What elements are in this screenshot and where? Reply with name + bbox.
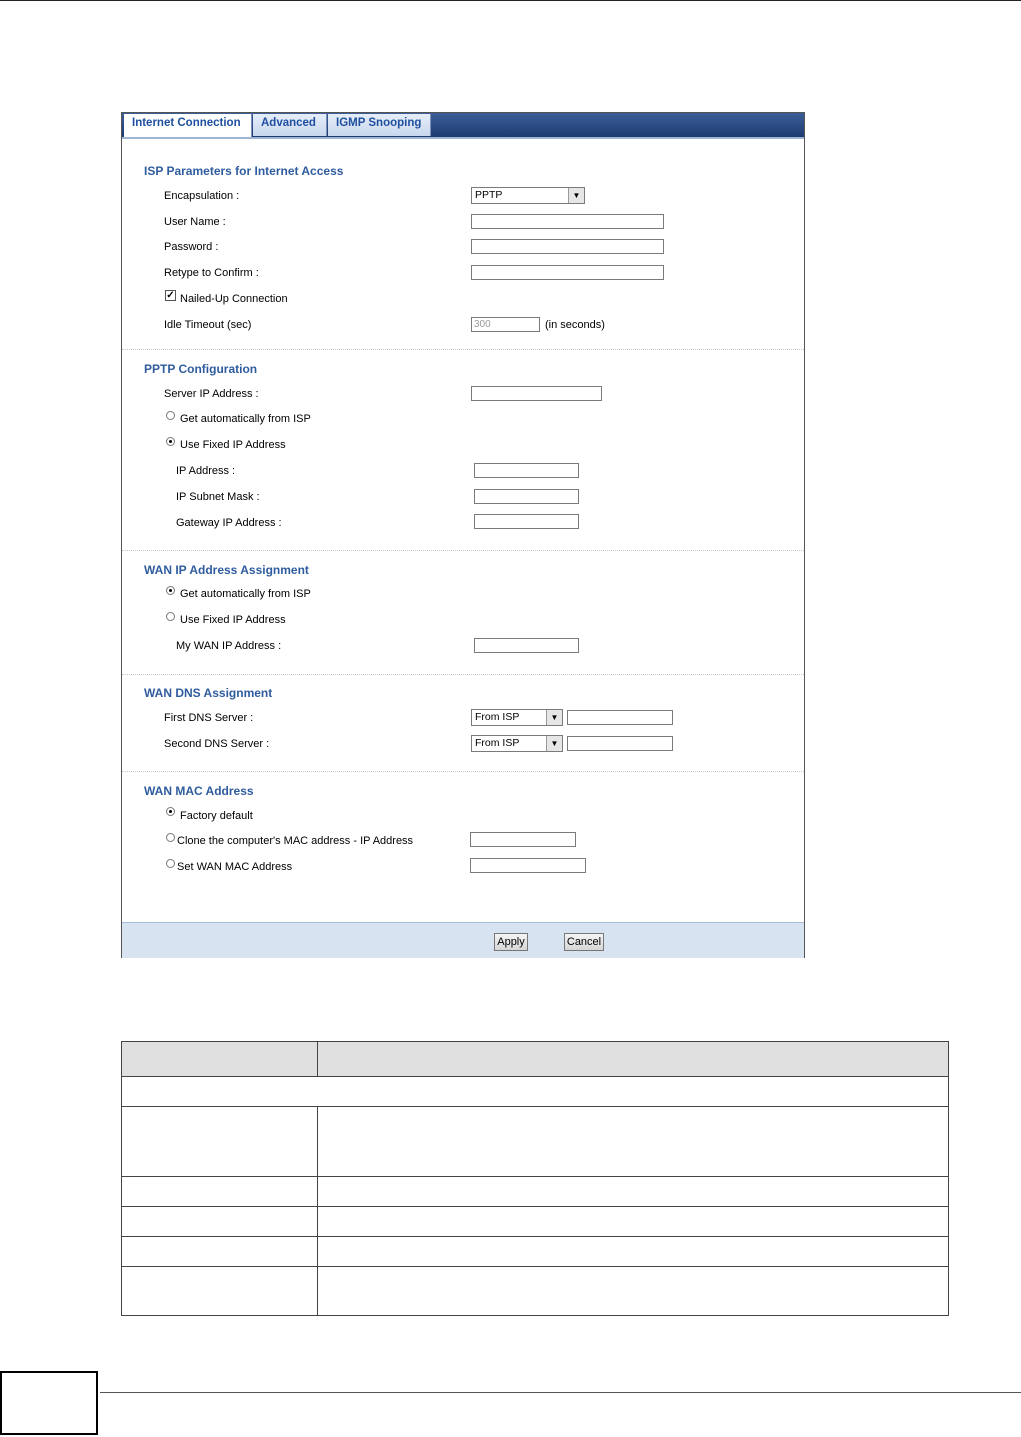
idle-timeout-label: Idle Timeout (sec) [164, 319, 252, 331]
first-dns-label: First DNS Server : [164, 712, 254, 724]
page-number-box [0, 1371, 98, 1435]
pptp-mask-input[interactable] [474, 489, 579, 504]
table-header-cell [122, 1042, 318, 1077]
mac-factory-radio[interactable] [166, 807, 175, 816]
table-cell [122, 1077, 949, 1107]
section-divider [122, 550, 804, 551]
idle-timeout-unit: (in seconds) [545, 319, 605, 331]
encapsulation-select[interactable] [471, 187, 585, 204]
mac-clone-label: Clone the computer's MAC address - IP Address [177, 835, 414, 847]
username-label: User Name : [164, 216, 226, 228]
table-cell [122, 1237, 318, 1267]
wanip-fixed-label: Use Fixed IP Address [180, 614, 286, 626]
pptp-gateway-label: Gateway IP Address : [176, 517, 282, 529]
description-table [121, 1041, 949, 1316]
table-cell [318, 1267, 949, 1316]
first-dns-input[interactable] [567, 710, 673, 725]
pptp-ip-input[interactable] [474, 463, 579, 478]
tab-advanced[interactable]: Advanced [253, 114, 327, 136]
tab-underline [122, 137, 804, 139]
password-input[interactable] [471, 239, 664, 254]
screenshot-frame [121, 112, 805, 958]
wanip-section-title: WAN IP Address Assignment [144, 563, 309, 577]
encapsulation-value: PPTP [475, 189, 503, 201]
pptp-fixed-radio[interactable] [166, 437, 175, 446]
header-rule [0, 0, 1021, 1]
table-cell [122, 1207, 318, 1237]
retype-label: Retype to Confirm : [164, 267, 259, 279]
pptp-auto-label: Get automatically from ISP [180, 413, 311, 425]
chevron-down-icon: ▼ [546, 710, 562, 725]
tab-bar [122, 113, 804, 137]
cancel-button[interactable]: Cancel [564, 933, 604, 951]
mac-set-radio[interactable] [166, 859, 175, 868]
tab-igmp-snooping[interactable]: IGMP Snooping [328, 114, 431, 136]
section-divider [122, 674, 804, 675]
table-row [122, 1207, 949, 1237]
pptp-fixed-label: Use Fixed IP Address [180, 439, 286, 451]
table-row [122, 1267, 949, 1316]
table-cell [122, 1177, 318, 1207]
second-dns-label: Second DNS Server : [164, 738, 270, 750]
first-dns-value: From ISP [475, 711, 520, 723]
table-cell [318, 1107, 949, 1177]
username-input[interactable] [471, 214, 664, 229]
table-row [122, 1177, 949, 1207]
server-ip-label: Server IP Address : [164, 388, 259, 400]
first-dns-select[interactable] [471, 709, 563, 726]
dns-section-title: WAN DNS Assignment [144, 686, 273, 700]
pptp-gateway-input[interactable] [474, 514, 579, 529]
mac-set-label: Set WAN MAC Address [177, 861, 293, 873]
wanip-fixed-radio[interactable] [166, 612, 175, 621]
second-dns-input[interactable] [567, 736, 673, 751]
wanip-auto-label: Get automatically from ISP [180, 588, 311, 600]
table-header-row [122, 1042, 949, 1077]
table-cell [318, 1237, 949, 1267]
idle-timeout-input[interactable]: 300 [471, 317, 540, 332]
mac-clone-radio[interactable] [166, 833, 175, 842]
table-cell [122, 1107, 318, 1177]
nailed-up-checkbox[interactable]: ✓ [166, 290, 175, 301]
chevron-down-icon: ▼ [546, 736, 562, 751]
table-row [122, 1237, 949, 1267]
server-ip-input[interactable] [471, 386, 602, 401]
pptp-mask-label: IP Subnet Mask : [176, 491, 260, 503]
table-header-cell [318, 1042, 949, 1077]
apply-button[interactable]: Apply [494, 933, 528, 951]
nailed-up-label: Nailed-Up Connection [180, 293, 288, 305]
pptp-auto-radio[interactable] [166, 411, 175, 420]
encapsulation-label: Encapsulation : [164, 190, 240, 202]
isp-section-title: ISP Parameters for Internet Access [144, 164, 344, 178]
my-wan-ip-input[interactable] [474, 638, 579, 653]
pptp-ip-label: IP Address : [176, 465, 236, 477]
table-cell [318, 1207, 949, 1237]
table-row [122, 1077, 949, 1107]
tab-internet-connection[interactable]: Internet Connection [124, 114, 252, 138]
mac-section-title: WAN MAC Address [144, 784, 254, 798]
wanip-auto-radio[interactable] [166, 586, 175, 595]
mac-factory-label: Factory default [180, 810, 253, 822]
mac-set-input[interactable] [470, 858, 586, 873]
mac-clone-ip-input[interactable] [470, 832, 576, 847]
footer-rule [100, 1392, 1021, 1393]
password-label: Password : [164, 241, 219, 253]
table-row [122, 1107, 949, 1177]
table-cell [318, 1177, 949, 1207]
chevron-down-icon: ▼ [568, 188, 584, 203]
action-bar [122, 922, 804, 958]
second-dns-value: From ISP [475, 737, 520, 749]
my-wan-ip-label: My WAN IP Address : [176, 640, 282, 652]
table-cell [122, 1267, 318, 1316]
retype-input[interactable] [471, 265, 664, 280]
second-dns-select[interactable] [471, 735, 563, 752]
pptp-section-title: PPTP Configuration [144, 362, 258, 376]
section-divider [122, 771, 804, 772]
section-divider [122, 349, 804, 350]
